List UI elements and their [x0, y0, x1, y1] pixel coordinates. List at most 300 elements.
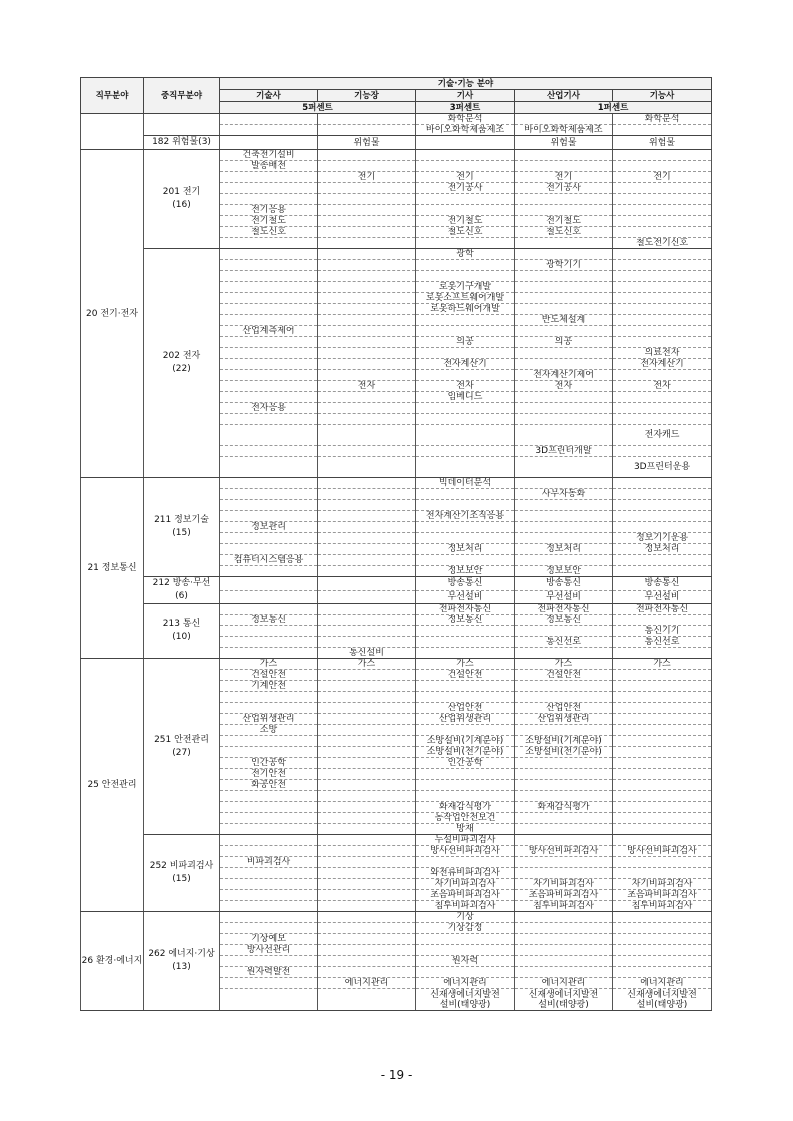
cell-master-craftsman — [318, 577, 416, 591]
cell-professional-engineer: 전기철도 — [220, 216, 318, 227]
cell-professional-engineer — [220, 194, 318, 205]
cell-master-craftsman — [318, 791, 416, 802]
cell-professional-engineer — [220, 901, 318, 912]
cell-master-craftsman — [318, 282, 416, 293]
cell-professional-engineer: 건설안전 — [220, 670, 318, 681]
cell-industrial-engineer: 신재생에너지발전 설비(태양광) — [515, 989, 613, 1011]
header-fee-3: 3퍼센트 — [416, 102, 515, 114]
cell-industrial-engineer: 전자 — [515, 381, 613, 392]
cell-professional-engineer — [220, 648, 318, 659]
cell-craftsman — [613, 414, 712, 425]
cell-craftsman — [613, 813, 712, 824]
cell-craftsman — [613, 868, 712, 879]
cell-professional-engineer: 정보관리 — [220, 522, 318, 533]
table-row — [81, 835, 712, 846]
cell-industrial-engineer: 무선설비 — [515, 590, 613, 604]
cell-industrial-engineer: 방사선비파괴검사 — [515, 846, 613, 857]
cell-craftsman — [613, 522, 712, 533]
cell-craftsman: 철도전기신호 — [613, 238, 712, 249]
cell-professional-engineer: 컴퓨터시스템응용 — [220, 555, 318, 566]
table-row — [81, 478, 712, 489]
cell-professional-engineer — [220, 577, 318, 591]
cell-professional-engineer: 건축전기설비 — [220, 150, 318, 161]
cell-master-craftsman — [318, 457, 416, 478]
cell-craftsman — [613, 967, 712, 978]
cell-industrial-engineer — [515, 967, 613, 978]
subfield-cell: 213 통신 (10) — [144, 604, 220, 659]
cell-engineer: 임베디드 — [416, 392, 515, 403]
cell-engineer: 기상감정 — [416, 923, 515, 934]
cell-master-craftsman — [318, 500, 416, 511]
cell-master-craftsman — [318, 956, 416, 967]
cell-professional-engineer: 가스 — [220, 659, 318, 670]
cell-master-craftsman — [318, 934, 416, 945]
cell-engineer — [416, 425, 515, 446]
cell-craftsman — [613, 692, 712, 703]
cell-engineer — [416, 194, 515, 205]
cell-master-craftsman — [318, 227, 416, 238]
cell-engineer — [416, 457, 515, 478]
cell-industrial-engineer: 전기공사 — [515, 183, 613, 194]
cell-master-craftsman — [318, 489, 416, 500]
cell-professional-engineer — [220, 511, 318, 522]
field-cell: 20 전기·전자 — [81, 150, 144, 478]
header-subfield: 중직무분야 — [144, 78, 220, 114]
cell-engineer: 로봇기구개발 — [416, 282, 515, 293]
cell-craftsman: 초음파비파괴검사 — [613, 890, 712, 901]
cell-master-craftsman — [318, 533, 416, 544]
cell-engineer: 방사선비파괴검사 — [416, 846, 515, 857]
cell-master-craftsman: 통신설비 — [318, 648, 416, 659]
cell-master-craftsman — [318, 315, 416, 326]
subfield-cell: 252 비파괴검사 (15) — [144, 835, 220, 912]
cell-professional-engineer — [220, 890, 318, 901]
cell-industrial-engineer — [515, 500, 613, 511]
cell-craftsman — [613, 216, 712, 227]
cell-craftsman: 통신선로 — [613, 637, 712, 648]
cell-craftsman: 방사선비파괴검사 — [613, 846, 712, 857]
cell-industrial-engineer: 반도체설계 — [515, 315, 613, 326]
cell-professional-engineer — [220, 846, 318, 857]
cell-industrial-engineer: 방송통신 — [515, 577, 613, 591]
subfield-cell: 202 전자 (22) — [144, 249, 220, 478]
cell-engineer — [416, 692, 515, 703]
cell-engineer: 산업위생관리 — [416, 714, 515, 725]
cell-industrial-engineer — [515, 282, 613, 293]
cell-industrial-engineer — [515, 304, 613, 315]
cell-industrial-engineer: 철도신호 — [515, 227, 613, 238]
cell-industrial-engineer — [515, 626, 613, 637]
cell-craftsman — [613, 566, 712, 577]
cell-craftsman — [613, 769, 712, 780]
cell-craftsman — [613, 260, 712, 271]
cell-engineer: 화재감식평가 — [416, 802, 515, 813]
cell-master-craftsman — [318, 249, 416, 260]
cell-industrial-engineer: 위험물 — [515, 136, 613, 150]
cell-industrial-engineer — [515, 425, 613, 446]
cell-professional-engineer: 방사선관리 — [220, 945, 318, 956]
cell-engineer: 정보보안 — [416, 566, 515, 577]
cell-professional-engineer — [220, 337, 318, 348]
cell-industrial-engineer: 전자계산기제어 — [515, 370, 613, 381]
cell-master-craftsman — [318, 161, 416, 172]
cell-professional-engineer — [220, 414, 318, 425]
cell-engineer: 에너지관리 — [416, 978, 515, 989]
cell-professional-engineer — [220, 923, 318, 934]
cell-master-craftsman — [318, 425, 416, 446]
cell-industrial-engineer — [515, 522, 613, 533]
cell-craftsman: 통신기기 — [613, 626, 712, 637]
subfield-cell: 182 위험물(3) — [144, 136, 220, 150]
cell-craftsman — [613, 747, 712, 758]
cell-engineer: 소방설비(기계분야) — [416, 736, 515, 747]
cell-master-craftsman — [318, 879, 416, 890]
cell-industrial-engineer — [515, 692, 613, 703]
cell-engineer — [416, 414, 515, 425]
qualification-table — [80, 77, 712, 1011]
cell-industrial-engineer — [515, 835, 613, 846]
cell-industrial-engineer — [515, 326, 613, 337]
cell-craftsman — [613, 681, 712, 692]
cell-master-craftsman — [318, 293, 416, 304]
cell-master-craftsman — [318, 846, 416, 857]
cell-professional-engineer — [220, 835, 318, 846]
cell-professional-engineer — [220, 989, 318, 1011]
cell-engineer: 정보통신 — [416, 615, 515, 626]
cell-craftsman — [613, 912, 712, 923]
cell-craftsman — [613, 725, 712, 736]
cell-engineer — [416, 489, 515, 500]
cell-engineer — [416, 446, 515, 457]
cell-professional-engineer — [220, 370, 318, 381]
cell-professional-engineer: 전기안전 — [220, 769, 318, 780]
cell-professional-engineer — [220, 566, 318, 577]
cell-craftsman — [613, 703, 712, 714]
cell-professional-engineer — [220, 114, 318, 125]
cell-craftsman: 무선설비 — [613, 590, 712, 604]
cell-industrial-engineer: 초음파비파괴검사 — [515, 890, 613, 901]
cell-master-craftsman — [318, 194, 416, 205]
cell-master-craftsman — [318, 626, 416, 637]
cell-master-craftsman — [318, 769, 416, 780]
cell-craftsman — [613, 500, 712, 511]
cell-engineer: 농작업안전보건 — [416, 813, 515, 824]
cell-craftsman — [613, 857, 712, 868]
cell-industrial-engineer — [515, 868, 613, 879]
cell-professional-engineer — [220, 183, 318, 194]
cell-engineer — [416, 533, 515, 544]
cell-professional-engineer — [220, 791, 318, 802]
cell-master-craftsman — [318, 901, 416, 912]
cell-engineer — [416, 945, 515, 956]
cell-industrial-engineer: 가스 — [515, 659, 613, 670]
table-body — [81, 114, 712, 1011]
cell-engineer — [416, 857, 515, 868]
cell-industrial-engineer — [515, 205, 613, 216]
cell-industrial-engineer: 의공 — [515, 337, 613, 348]
cell-professional-engineer: 인간공학 — [220, 758, 318, 769]
cell-professional-engineer — [220, 293, 318, 304]
header-grade-master-craftsman: 기능장 — [318, 90, 416, 102]
cell-master-craftsman — [318, 835, 416, 846]
cell-master-craftsman: 가스 — [318, 659, 416, 670]
header-grade-industrial-engineer: 산업기사 — [515, 90, 613, 102]
cell-craftsman — [613, 392, 712, 403]
cell-professional-engineer — [220, 813, 318, 824]
cell-industrial-engineer — [515, 403, 613, 414]
cell-craftsman: 전자계산기 — [613, 359, 712, 370]
cell-engineer: 정보처리 — [416, 544, 515, 555]
cell-master-craftsman — [318, 392, 416, 403]
cell-craftsman: 의료전자 — [613, 348, 712, 359]
cell-engineer: 전파전자통신 — [416, 604, 515, 615]
cell-engineer: 산업안전 — [416, 703, 515, 714]
cell-craftsman — [613, 315, 712, 326]
cell-craftsman: 정보처리 — [613, 544, 712, 555]
cell-master-craftsman — [318, 813, 416, 824]
cell-master-craftsman — [318, 511, 416, 522]
cell-industrial-engineer — [515, 813, 613, 824]
table-row — [81, 150, 712, 161]
cell-master-craftsman — [318, 238, 416, 249]
cell-master-craftsman — [318, 183, 416, 194]
cell-industrial-engineer — [515, 457, 613, 478]
cell-professional-engineer — [220, 489, 318, 500]
cell-industrial-engineer: 산업위생관리 — [515, 714, 613, 725]
cell-craftsman: 3D프린터운용 — [613, 457, 712, 478]
cell-craftsman — [613, 802, 712, 813]
cell-engineer: 전기 — [416, 172, 515, 183]
cell-craftsman — [613, 293, 712, 304]
cell-engineer — [416, 769, 515, 780]
cell-master-craftsman — [318, 260, 416, 271]
cell-craftsman — [613, 446, 712, 457]
cell-engineer — [416, 403, 515, 414]
cell-engineer: 방재 — [416, 824, 515, 835]
cell-engineer: 전자 — [416, 381, 515, 392]
cell-professional-engineer — [220, 392, 318, 403]
table-row — [81, 136, 712, 150]
field-cell — [81, 114, 144, 150]
cell-industrial-engineer: 화재감식평가 — [515, 802, 613, 813]
cell-master-craftsman — [318, 216, 416, 227]
cell-craftsman — [613, 511, 712, 522]
cell-professional-engineer — [220, 315, 318, 326]
cell-master-craftsman — [318, 370, 416, 381]
cell-professional-engineer — [220, 249, 318, 260]
cell-professional-engineer — [220, 260, 318, 271]
cell-craftsman — [613, 923, 712, 934]
cell-craftsman — [613, 304, 712, 315]
cell-master-craftsman — [318, 304, 416, 315]
cell-engineer — [416, 725, 515, 736]
table-row — [81, 577, 712, 591]
cell-industrial-engineer — [515, 511, 613, 522]
cell-engineer — [416, 500, 515, 511]
cell-master-craftsman — [318, 780, 416, 791]
cell-craftsman — [613, 205, 712, 216]
cell-craftsman — [613, 227, 712, 238]
cell-professional-engineer: 기계안전 — [220, 681, 318, 692]
cell-professional-engineer — [220, 912, 318, 923]
cell-master-craftsman — [318, 359, 416, 370]
cell-master-craftsman — [318, 681, 416, 692]
cell-engineer: 소방설비(전기분야) — [416, 747, 515, 758]
cell-engineer — [416, 161, 515, 172]
cell-craftsman — [613, 956, 712, 967]
cell-master-craftsman — [318, 544, 416, 555]
header-group: 기술·기능 분야 — [220, 78, 712, 90]
cell-master-craftsman — [318, 414, 416, 425]
cell-master-craftsman — [318, 758, 416, 769]
cell-professional-engineer — [220, 172, 318, 183]
cell-craftsman: 자기비파괴검사 — [613, 879, 712, 890]
cell-master-craftsman — [318, 747, 416, 758]
cell-engineer — [416, 136, 515, 150]
cell-professional-engineer — [220, 271, 318, 282]
cell-professional-engineer — [220, 956, 318, 967]
header-fee-5: 5퍼센트 — [220, 102, 416, 114]
cell-professional-engineer — [220, 457, 318, 478]
cell-industrial-engineer: 통신선로 — [515, 637, 613, 648]
cell-craftsman — [613, 161, 712, 172]
cell-master-craftsman — [318, 945, 416, 956]
cell-craftsman — [613, 555, 712, 566]
cell-engineer — [416, 522, 515, 533]
cell-industrial-engineer — [515, 359, 613, 370]
cell-craftsman: 화학분석 — [613, 114, 712, 125]
cell-craftsman — [613, 945, 712, 956]
header-grade-craftsman: 기능사 — [613, 90, 712, 102]
cell-professional-engineer — [220, 348, 318, 359]
cell-master-craftsman — [318, 637, 416, 648]
cell-engineer: 초음파비파괴검사 — [416, 890, 515, 901]
cell-industrial-engineer — [515, 681, 613, 692]
cell-industrial-engineer: 산업안전 — [515, 703, 613, 714]
cell-craftsman: 전자캐드 — [613, 425, 712, 446]
cell-professional-engineer — [220, 533, 318, 544]
cell-master-craftsman — [318, 989, 416, 1011]
cell-professional-engineer: 비파괴검사 — [220, 857, 318, 868]
cell-industrial-engineer: 광학기기 — [515, 260, 613, 271]
cell-industrial-engineer: 건설안전 — [515, 670, 613, 681]
cell-industrial-engineer — [515, 392, 613, 403]
cell-craftsman — [613, 670, 712, 681]
cell-professional-engineer — [220, 604, 318, 615]
cell-industrial-engineer — [515, 945, 613, 956]
cell-professional-engineer: 산업계측제어 — [220, 326, 318, 337]
cell-craftsman — [613, 648, 712, 659]
cell-craftsman — [613, 835, 712, 846]
cell-industrial-engineer — [515, 780, 613, 791]
cell-engineer — [416, 348, 515, 359]
cell-craftsman — [613, 150, 712, 161]
cell-master-craftsman — [318, 125, 416, 136]
cell-craftsman: 전기 — [613, 172, 712, 183]
cell-master-craftsman — [318, 714, 416, 725]
cell-engineer — [416, 648, 515, 659]
cell-craftsman: 전자 — [613, 381, 712, 392]
cell-professional-engineer: 정보통신 — [220, 615, 318, 626]
cell-engineer: 바이오화학제품제조 — [416, 125, 515, 136]
cell-industrial-engineer — [515, 725, 613, 736]
cell-professional-engineer — [220, 282, 318, 293]
cell-professional-engineer — [220, 802, 318, 813]
cell-engineer: 철도신호 — [416, 227, 515, 238]
cell-master-craftsman — [318, 824, 416, 835]
cell-professional-engineer — [220, 879, 318, 890]
cell-engineer: 침투비파괴검사 — [416, 901, 515, 912]
cell-engineer: 와전류비파괴검사 — [416, 868, 515, 879]
cell-engineer — [416, 205, 515, 216]
cell-professional-engineer — [220, 978, 318, 989]
cell-master-craftsman — [318, 205, 416, 216]
cell-industrial-engineer — [515, 648, 613, 659]
subfield-cell: 262 에너지·기상 (13) — [144, 912, 220, 1011]
cell-industrial-engineer — [515, 271, 613, 282]
cell-master-craftsman — [318, 326, 416, 337]
cell-engineer — [416, 967, 515, 978]
cell-industrial-engineer — [515, 161, 613, 172]
cell-professional-engineer: 기상예보 — [220, 934, 318, 945]
cell-master-craftsman — [318, 890, 416, 901]
cell-industrial-engineer — [515, 956, 613, 967]
cell-industrial-engineer: 소방설비(전기분야) — [515, 747, 613, 758]
cell-craftsman: 신재생에너지발전 설비(태양광) — [613, 989, 712, 1011]
cell-engineer: 빅데이터분석 — [416, 478, 515, 489]
header-grade-professional-engineer: 기술사 — [220, 90, 318, 102]
table-row — [81, 249, 712, 260]
cell-professional-engineer — [220, 868, 318, 879]
cell-master-craftsman: 위험물 — [318, 136, 416, 150]
cell-engineer — [416, 260, 515, 271]
cell-engineer: 화학분석 — [416, 114, 515, 125]
cell-engineer — [416, 150, 515, 161]
subfield-cell — [144, 114, 220, 136]
cell-professional-engineer — [220, 703, 318, 714]
cell-master-craftsman — [318, 590, 416, 604]
cell-industrial-engineer: 자기비파괴검사 — [515, 879, 613, 890]
cell-professional-engineer — [220, 125, 318, 136]
cell-master-craftsman — [318, 912, 416, 923]
cell-industrial-engineer — [515, 114, 613, 125]
header-fee-1: 1퍼센트 — [515, 102, 712, 114]
cell-engineer — [416, 238, 515, 249]
cell-professional-engineer — [220, 136, 318, 150]
cell-industrial-engineer: 정보보안 — [515, 566, 613, 577]
cell-engineer: 로봇소프트웨어개발 — [416, 293, 515, 304]
cell-master-craftsman — [318, 703, 416, 714]
cell-professional-engineer — [220, 626, 318, 637]
cell-industrial-engineer — [515, 769, 613, 780]
cell-professional-engineer — [220, 736, 318, 747]
cell-master-craftsman — [318, 114, 416, 125]
cell-master-craftsman: 전기 — [318, 172, 416, 183]
table-row — [81, 659, 712, 670]
cell-industrial-engineer — [515, 414, 613, 425]
cell-engineer — [416, 626, 515, 637]
cell-industrial-engineer — [515, 150, 613, 161]
cell-master-craftsman — [318, 150, 416, 161]
cell-industrial-engineer — [515, 478, 613, 489]
cell-craftsman — [613, 125, 712, 136]
field-cell: 26 환경·에너지 — [81, 912, 144, 1011]
cell-engineer — [416, 934, 515, 945]
cell-industrial-engineer: 소방설비(기계분야) — [515, 736, 613, 747]
cell-craftsman — [613, 326, 712, 337]
cell-master-craftsman — [318, 802, 416, 813]
cell-engineer: 의공 — [416, 337, 515, 348]
